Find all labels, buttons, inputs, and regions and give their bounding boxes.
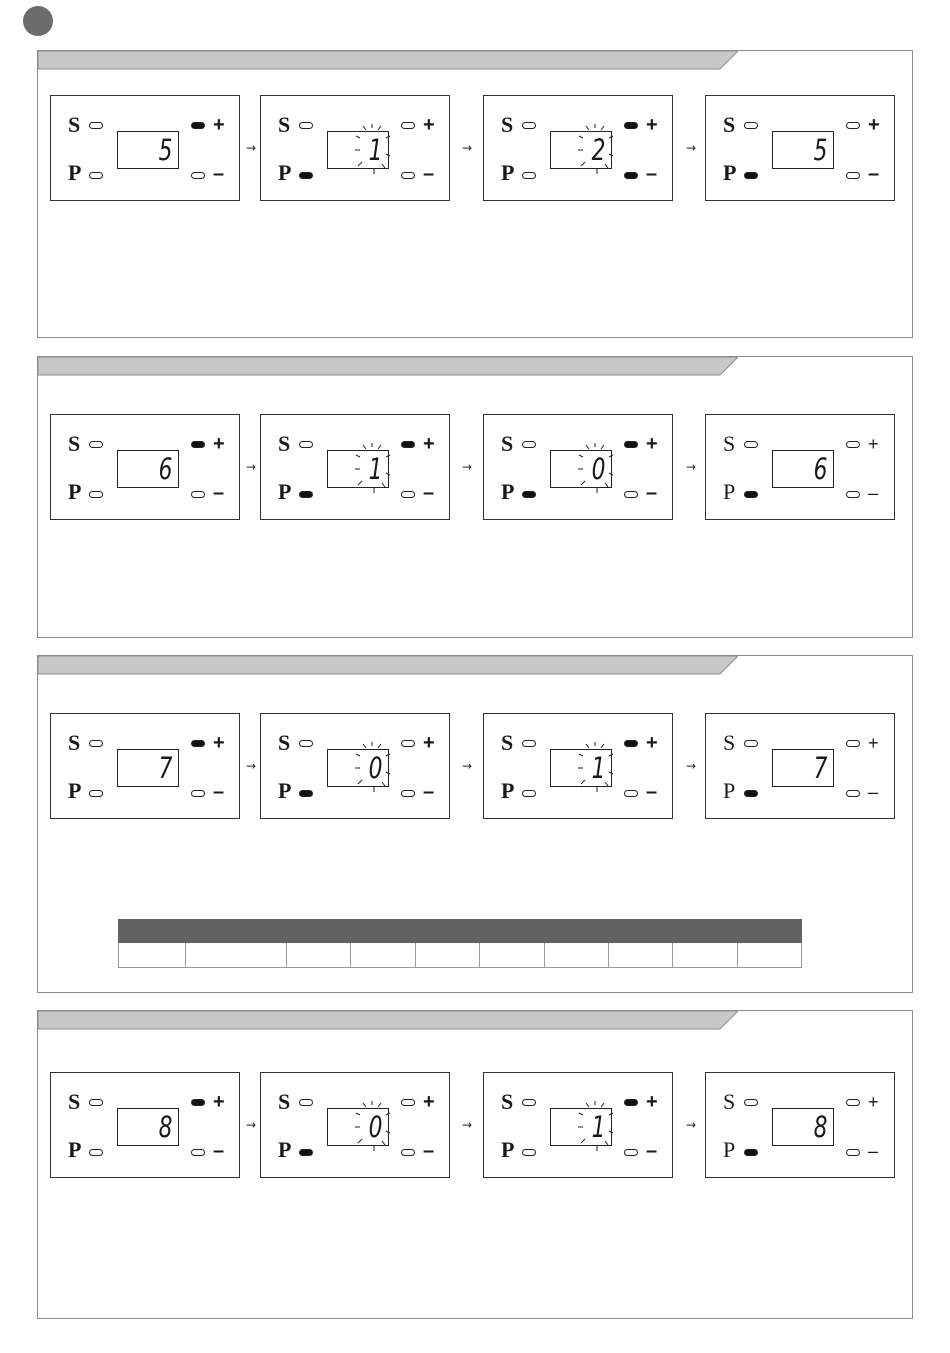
table-header-cell <box>415 920 479 943</box>
segment-display <box>117 450 179 488</box>
plus-button[interactable]: + <box>868 114 880 136</box>
plus-button[interactable]: + <box>213 433 225 455</box>
s-led-indicator <box>522 740 536 747</box>
plus-button[interactable]: + <box>646 433 658 455</box>
plus-button[interactable]: + <box>646 114 658 136</box>
p-label: P <box>723 1137 736 1162</box>
page-marker-dot <box>23 6 53 36</box>
plus-button[interactable]: + <box>868 1092 879 1112</box>
s-led-indicator <box>522 1099 536 1106</box>
minus-button[interactable]: – <box>646 482 658 504</box>
minus-button[interactable]: – <box>646 1140 658 1162</box>
table-cell <box>415 943 479 968</box>
s-label: S <box>501 112 514 137</box>
control-panel <box>50 414 240 520</box>
p-label: P <box>501 160 515 185</box>
minus-button[interactable]: – <box>646 781 658 803</box>
p-label: P <box>501 1137 515 1162</box>
s-label: S <box>278 431 291 456</box>
table-cell <box>737 943 801 968</box>
display-digit: 0 <box>368 1110 382 1144</box>
p-led-indicator <box>89 491 103 498</box>
control-panel <box>483 1072 673 1178</box>
plus-led-indicator <box>624 1099 638 1106</box>
segment-display <box>117 749 179 787</box>
s-led-indicator <box>89 122 103 129</box>
p-led-indicator <box>744 172 758 179</box>
s-label: S <box>723 730 736 755</box>
section-header-bar <box>38 656 738 674</box>
minus-led-indicator <box>401 491 415 498</box>
p-label: P <box>68 778 82 803</box>
s-led-indicator <box>744 740 758 747</box>
p-label: P <box>68 160 82 185</box>
p-label: P <box>723 778 736 803</box>
p-led-indicator <box>299 172 313 179</box>
control-panel <box>483 713 673 819</box>
plus-led-indicator <box>401 740 415 747</box>
s-label: S <box>501 730 514 755</box>
blinking-rays-icon <box>575 1101 615 1153</box>
step-arrow-icon: → <box>686 460 697 474</box>
control-panel <box>705 95 895 201</box>
s-led-indicator <box>299 740 313 747</box>
display-digit: 1 <box>368 452 382 486</box>
plus-led-indicator <box>624 122 638 129</box>
step-arrow-icon: → <box>462 141 473 155</box>
display-digit: 6 <box>813 452 827 486</box>
plus-button[interactable]: + <box>423 433 435 455</box>
plus-button[interactable]: + <box>423 732 435 754</box>
plus-led-indicator <box>846 441 860 448</box>
p-led-indicator <box>522 172 536 179</box>
section-header-bar <box>38 357 738 375</box>
segment-display <box>327 450 389 488</box>
s-led-indicator <box>89 1099 103 1106</box>
plus-led-indicator <box>624 441 638 448</box>
control-panel <box>50 713 240 819</box>
minus-led-indicator <box>191 172 205 179</box>
s-led-indicator <box>744 122 758 129</box>
step-arrow-icon: → <box>246 1118 257 1132</box>
step-arrow-icon: → <box>462 759 473 773</box>
s-label: S <box>278 112 291 137</box>
segment-display <box>772 131 834 169</box>
minus-button[interactable]: – <box>868 483 879 503</box>
section-header-bar <box>38 1011 738 1029</box>
display-digit: 7 <box>158 751 172 785</box>
s-label: S <box>278 1089 291 1114</box>
minus-led-indicator <box>191 790 205 797</box>
table-header-cell <box>544 920 608 943</box>
control-panel <box>705 414 895 520</box>
table-cell <box>351 943 415 968</box>
plus-button[interactable]: + <box>868 733 879 753</box>
p-label: P <box>501 479 515 504</box>
s-label: S <box>278 730 291 755</box>
plus-led-indicator <box>624 740 638 747</box>
p-label: P <box>68 1137 82 1162</box>
p-label: P <box>501 778 515 803</box>
segment-display <box>327 131 389 169</box>
table-cell <box>673 943 737 968</box>
p-led-indicator <box>299 1149 313 1156</box>
minus-button[interactable]: – <box>423 482 435 504</box>
plus-led-indicator <box>191 740 205 747</box>
display-digit: 8 <box>813 1110 827 1144</box>
control-panel <box>483 95 673 201</box>
display-digit: 0 <box>591 452 605 486</box>
minus-led-indicator <box>191 1149 205 1156</box>
p-label: P <box>278 479 292 504</box>
display-digit: 1 <box>591 751 605 785</box>
plus-led-indicator <box>401 122 415 129</box>
s-led-indicator <box>744 441 758 448</box>
p-led-indicator <box>89 790 103 797</box>
s-label: S <box>68 1089 81 1114</box>
control-panel <box>260 713 450 819</box>
control-panel <box>260 414 450 520</box>
segment-display <box>327 1108 389 1146</box>
s-label: S <box>68 730 81 755</box>
s-label: S <box>723 1089 736 1114</box>
step-arrow-icon: → <box>686 1118 697 1132</box>
plus-led-indicator <box>191 441 205 448</box>
table-header-cell <box>673 920 737 943</box>
p-label: P <box>278 778 292 803</box>
control-panel <box>705 1072 895 1178</box>
plus-button[interactable]: + <box>646 1091 658 1113</box>
s-label: S <box>501 1089 514 1114</box>
blinking-rays-icon <box>575 742 615 794</box>
table-row <box>119 943 802 968</box>
minus-button[interactable]: – <box>423 781 435 803</box>
plus-led-indicator <box>191 1099 205 1106</box>
plus-button[interactable]: + <box>213 732 225 754</box>
p-led-indicator <box>89 1149 103 1156</box>
plus-led-indicator <box>401 1099 415 1106</box>
blinking-rays-icon <box>575 443 615 495</box>
table-header-cell <box>287 920 351 943</box>
plus-led-indicator <box>401 441 415 448</box>
s-label: S <box>723 431 736 456</box>
minus-button[interactable]: – <box>213 482 225 504</box>
step-arrow-icon: → <box>462 1118 473 1132</box>
minus-led-indicator <box>624 790 638 797</box>
table-cell <box>608 943 672 968</box>
plus-button[interactable]: + <box>423 1091 435 1113</box>
plus-button[interactable]: + <box>213 1091 225 1113</box>
display-digit: 1 <box>368 133 382 167</box>
table-cell <box>544 943 608 968</box>
s-led-indicator <box>299 441 313 448</box>
minus-led-indicator <box>624 491 638 498</box>
minus-button[interactable]: – <box>213 781 225 803</box>
display-digit: 0 <box>368 751 382 785</box>
minus-led-indicator <box>846 172 860 179</box>
minus-button[interactable]: – <box>423 163 435 185</box>
minus-button[interactable]: – <box>646 163 658 185</box>
minus-led-indicator <box>624 172 638 179</box>
table-header-cell <box>186 920 287 943</box>
plus-led-indicator <box>191 122 205 129</box>
p-led-indicator <box>522 790 536 797</box>
segment-display <box>550 131 612 169</box>
s-led-indicator <box>744 1099 758 1106</box>
segment-display <box>772 749 834 787</box>
s-label: S <box>501 431 514 456</box>
p-led-indicator <box>522 1149 536 1156</box>
display-digit: 5 <box>158 133 172 167</box>
s-label: S <box>723 112 736 137</box>
plus-led-indicator <box>846 740 860 747</box>
blinking-rays-icon <box>352 1101 392 1153</box>
plus-button[interactable]: + <box>213 114 225 136</box>
segment-display <box>550 1108 612 1146</box>
control-panel <box>50 95 240 201</box>
control-panel <box>50 1072 240 1178</box>
segment-display <box>327 749 389 787</box>
segment-display <box>772 450 834 488</box>
s-led-indicator <box>89 441 103 448</box>
p-led-indicator <box>89 172 103 179</box>
p-label: P <box>68 479 82 504</box>
p-label: P <box>723 160 737 185</box>
blinking-rays-icon <box>352 443 392 495</box>
table-header-cell <box>351 920 415 943</box>
blinking-rays-icon <box>352 742 392 794</box>
table-cell <box>287 943 351 968</box>
minus-led-indicator <box>401 172 415 179</box>
minus-button[interactable]: – <box>423 1140 435 1162</box>
p-led-indicator <box>744 1149 758 1156</box>
p-label: P <box>278 160 292 185</box>
display-digit: 1 <box>591 1110 605 1144</box>
segment-display <box>550 749 612 787</box>
minus-led-indicator <box>846 491 860 498</box>
control-panel <box>260 1072 450 1178</box>
table-cell <box>186 943 287 968</box>
plus-button[interactable]: + <box>423 114 435 136</box>
table-header-row <box>119 920 802 943</box>
s-led-indicator <box>522 122 536 129</box>
control-panel <box>705 713 895 819</box>
control-panel <box>260 95 450 201</box>
blinking-rays-icon <box>575 124 615 176</box>
minus-button[interactable]: – <box>868 782 879 802</box>
step-arrow-icon: → <box>462 460 473 474</box>
settings-table <box>118 919 802 968</box>
control-panel <box>483 414 673 520</box>
minus-led-indicator <box>401 790 415 797</box>
s-label: S <box>68 431 81 456</box>
step-arrow-icon: → <box>686 141 697 155</box>
segment-display <box>772 1108 834 1146</box>
table-header-cell <box>608 920 672 943</box>
segment-display <box>117 131 179 169</box>
plus-led-indicator <box>846 122 860 129</box>
step-arrow-icon: → <box>686 759 697 773</box>
plus-button[interactable]: + <box>868 434 879 454</box>
table-header-cell <box>737 920 801 943</box>
s-led-indicator <box>522 441 536 448</box>
minus-led-indicator <box>624 1149 638 1156</box>
table-cell <box>119 943 186 968</box>
p-led-indicator <box>522 491 536 498</box>
s-led-indicator <box>89 740 103 747</box>
s-label: S <box>68 112 81 137</box>
blinking-rays-icon <box>352 124 392 176</box>
display-digit: 2 <box>591 133 605 167</box>
minus-button[interactable]: – <box>213 163 225 185</box>
table-header-cell <box>119 920 186 943</box>
display-digit: 7 <box>813 751 827 785</box>
step-arrow-icon: → <box>246 141 257 155</box>
minus-button[interactable]: – <box>868 163 880 185</box>
minus-led-indicator <box>846 790 860 797</box>
table-cell <box>480 943 544 968</box>
section-header-bar <box>38 51 738 69</box>
minus-led-indicator <box>401 1149 415 1156</box>
p-label: P <box>278 1137 292 1162</box>
p-led-indicator <box>744 491 758 498</box>
segment-display <box>550 450 612 488</box>
p-label: P <box>723 479 736 504</box>
p-led-indicator <box>744 790 758 797</box>
minus-button[interactable]: – <box>213 1140 225 1162</box>
minus-led-indicator <box>191 491 205 498</box>
s-led-indicator <box>299 122 313 129</box>
segment-display <box>117 1108 179 1146</box>
minus-button[interactable]: – <box>868 1141 879 1161</box>
plus-led-indicator <box>846 1099 860 1106</box>
display-digit: 8 <box>158 1110 172 1144</box>
display-digit: 6 <box>158 452 172 486</box>
p-led-indicator <box>299 790 313 797</box>
step-arrow-icon: → <box>246 759 257 773</box>
display-digit: 5 <box>813 133 827 167</box>
table-header-cell <box>480 920 544 943</box>
step-arrow-icon: → <box>246 460 257 474</box>
minus-led-indicator <box>846 1149 860 1156</box>
plus-button[interactable]: + <box>646 732 658 754</box>
s-led-indicator <box>299 1099 313 1106</box>
p-led-indicator <box>299 491 313 498</box>
